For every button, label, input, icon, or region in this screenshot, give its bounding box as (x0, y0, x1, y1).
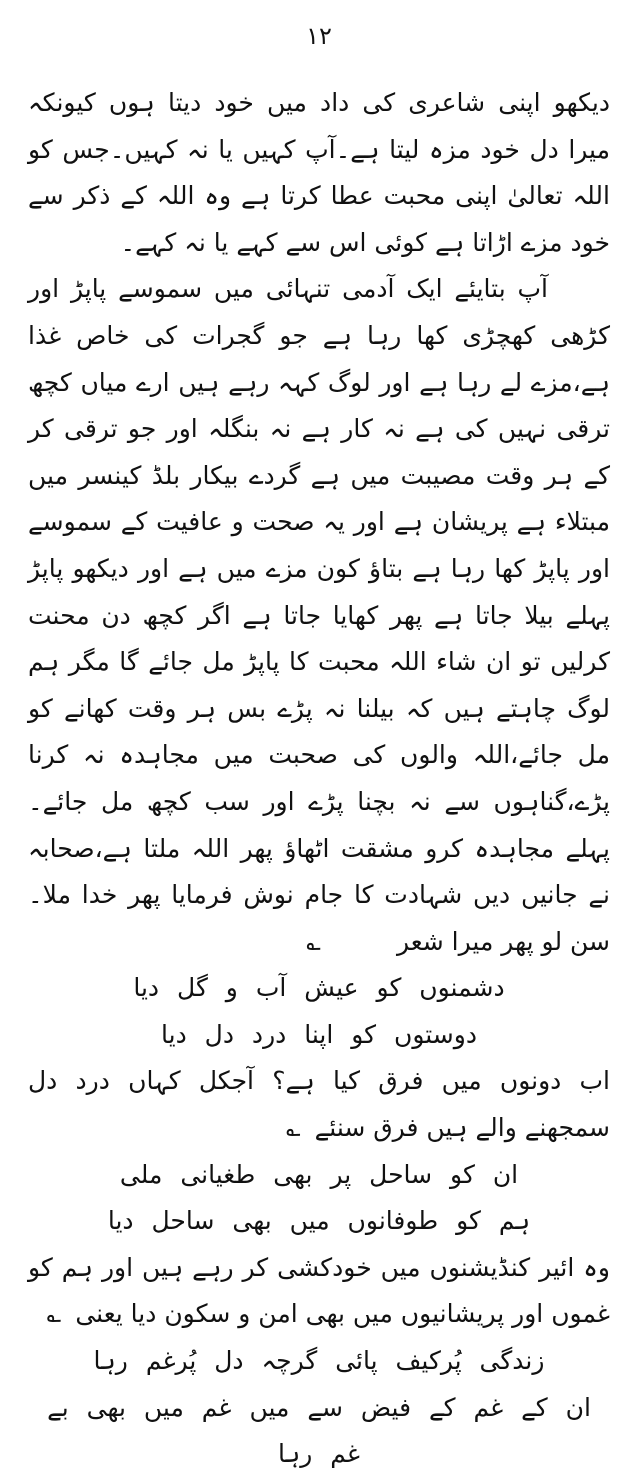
verse-line: ان کے غم کے فیض سے میں غم میں بھی بے غم رہا (47, 1392, 591, 1469)
verse-line: ہم کو طوفانوں میں بھی ساحل دیا (107, 1206, 531, 1236)
paragraph-2 (28, 266, 610, 965)
paragraph-3-text: اب دونوں میں فرق کیا ہے؟ آجکل کہاں درد دل سمجھنے والے ہیں فرق سنئے (28, 1066, 610, 1143)
paragraph-4-text: وہ ائیر کنڈیشنوں میں خودکشی کر رہے ہیں اور ہم کو غموں اور پریشانیوں میں بھی امن و سکون دیا یعنی (28, 1252, 610, 1329)
verse-marker: ؎ (46, 1299, 62, 1329)
verse-line: دوستوں کو اپنا درد دل دیا (161, 1019, 477, 1049)
verse-marker: ؎ (306, 926, 321, 956)
verse-marker: ؎ (285, 1113, 301, 1143)
verse-line: ان کو ساحل پر بھی طغیانی ملی (119, 1159, 519, 1189)
page-number: ۱۲ (306, 22, 332, 50)
paragraph-1: دیکھو اپنی شاعری کی داد میں خود دیتا ہوں کیونکہ میرا دل خود مزہ لیتا ہے۔آپ کہیں یا نہ کہیں۔جس کو اللہ تعالیٰ اپنی محبت عطا کرتا ہے وہ اللہ کے ذکر سے خود مزے اڑاتا ہے کوئی اس سے کہے یا نہ کہے۔ (28, 88, 610, 257)
verse-line: دشمنوں کو عیش آب و گل دیا (133, 973, 505, 1003)
paragraph-3 (28, 1058, 610, 1151)
paragraph-4 (28, 1245, 610, 1338)
page-body (28, 80, 610, 1478)
paragraph-2-text: آپ بتایئے ایک آدمی تنہائی میں سموسے پاپڑ اور کڑھی کھچڑی کھا رہا ہے جو گجرات کی خاص غذا ہے،مزے لے رہا ہے اور لوگ کہہ رہے ہیں ارے میاں کچھ ترقی نہیں کی ہے نہ کار ہے نہ بنگلہ اور جو ترقی کر کے ہر وقت مصیبت میں ہے گردے بیکار بلڈ کینسر میں مبتلاء ہے پریشان ہے اور یہ صحت و عافیت کے سموسے اور پاپڑ کھا رہا ہے بتاؤ کون مزے میں ہے اور دیکھو پاپڑ پہلے بیلا جاتا ہے پھر کھایا جاتا ہے اگر کچھ دن محنت کرلیں تو ان شاء اللہ محبت کا پاپڑ مل جائے گا مگر ہم لوگ چاہتے ہیں کہ بیلنا نہ پڑے بس ہر وقت کھانے کو مل جائے،اللہ والوں کی صحبت میں مجاہدہ نہ کرنا پڑے،گناہوں سے نہ بچنا پڑے اور سب کچھ مل جائے۔ پہلے مجاہدہ کرو مشقت اٹھاؤ پھر اللہ ملتا ہے،صحابہ نے جانیں دیں شہادت کا جام نوش فرمایا پھر خدا ملا۔سن لو پھر میرا شعر (28, 274, 610, 956)
verse-line: زندگی پُرکیف پائی گرچہ دل پُرغم رہا (93, 1346, 545, 1376)
